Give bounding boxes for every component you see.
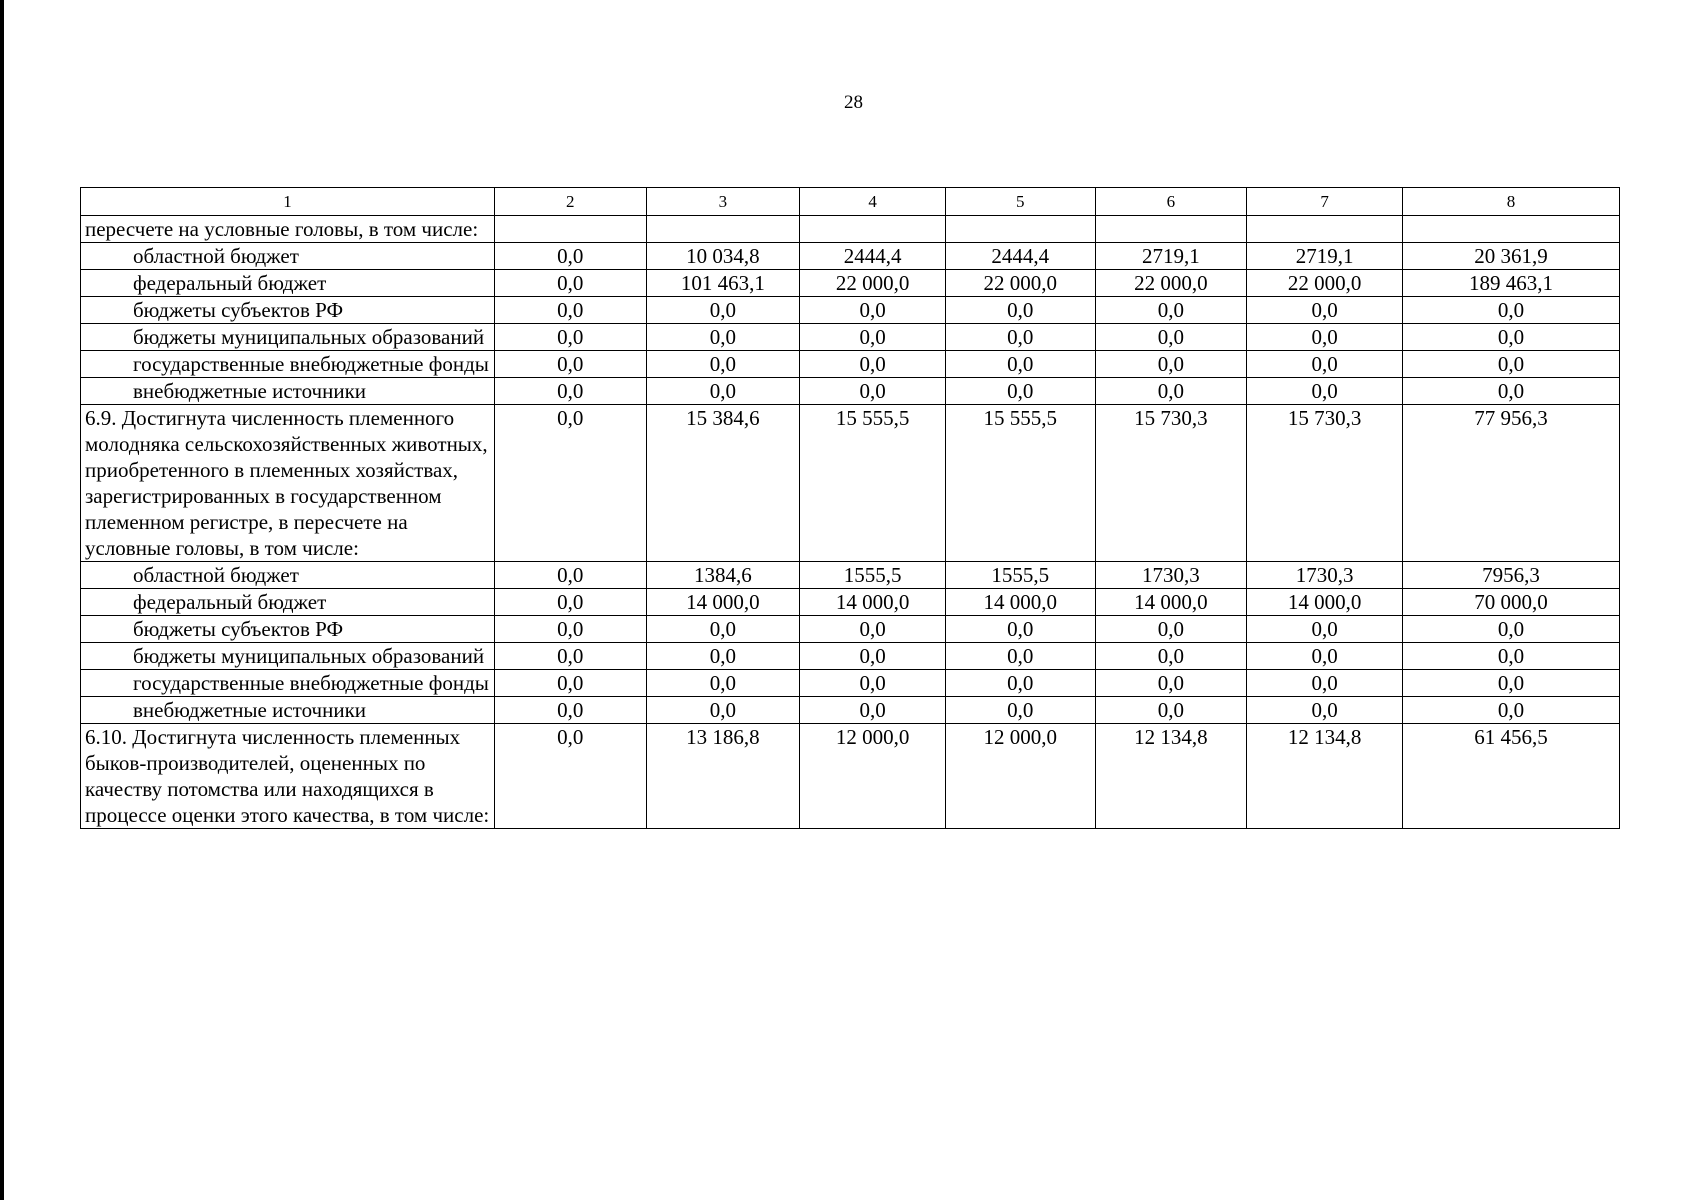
value-cell: 1555,5 [800, 562, 946, 589]
value-cell: 61 456,5 [1402, 724, 1619, 829]
value-cell: 0,0 [1402, 324, 1619, 351]
value-cell: 14 000,0 [646, 589, 800, 616]
row-label: государственные внебюджетные фонды [81, 351, 495, 378]
value-cell: 0,0 [646, 351, 800, 378]
value-cell: 15 384,6 [646, 405, 800, 562]
row-label: федеральный бюджет [81, 589, 495, 616]
value-cell: 15 555,5 [800, 405, 946, 562]
value-cell: 15 730,3 [1095, 405, 1247, 562]
table-row [81, 670, 1620, 697]
value-cell: 0,0 [800, 297, 946, 324]
table-row [81, 405, 1620, 562]
scan-left-edge [0, 0, 4, 1200]
value-cell: 0,0 [1402, 697, 1619, 724]
page-number: 28 [844, 92, 863, 113]
value-cell: 0,0 [1095, 697, 1247, 724]
table-row [81, 562, 1620, 589]
value-cell: 0,0 [494, 643, 646, 670]
value-cell: 0,0 [800, 616, 946, 643]
value-cell: 0,0 [1247, 616, 1403, 643]
value-cell: 0,0 [646, 324, 800, 351]
table-row [81, 351, 1620, 378]
value-cell: 0,0 [1095, 378, 1247, 405]
row-label: 6.10. Достигнута численность племенных быков-производителей, оцененных по качеству потомства или находящихся в процессе оценки этого качества, в том числе: [81, 724, 495, 829]
value-cell: 0,0 [1247, 643, 1403, 670]
value-cell [494, 216, 646, 243]
column-header: 7 [1247, 188, 1403, 216]
table-row [81, 216, 1620, 243]
table-row [81, 697, 1620, 724]
value-cell: 0,0 [494, 589, 646, 616]
value-cell: 1555,5 [945, 562, 1095, 589]
value-cell: 7956,3 [1402, 562, 1619, 589]
value-cell [800, 216, 946, 243]
table-row [81, 616, 1620, 643]
row-label: 6.9. Достигнута численность племенного молодняка сельскохозяйственных животных, приобретенного в племенных хозяйствах, зарегистрированных в государственном племенном регистре, в пересчете на условные головы, в том числе: [81, 405, 495, 562]
value-cell: 0,0 [945, 697, 1095, 724]
value-cell: 2444,4 [945, 243, 1095, 270]
value-cell: 0,0 [646, 670, 800, 697]
row-label: внебюджетные источники [81, 378, 495, 405]
value-cell: 0,0 [1095, 351, 1247, 378]
value-cell: 0,0 [800, 670, 946, 697]
value-cell: 70 000,0 [1402, 589, 1619, 616]
value-cell: 0,0 [1402, 351, 1619, 378]
value-cell: 0,0 [494, 378, 646, 405]
value-cell: 13 186,8 [646, 724, 800, 829]
value-cell: 1384,6 [646, 562, 800, 589]
value-cell: 0,0 [646, 697, 800, 724]
value-cell: 14 000,0 [1247, 589, 1403, 616]
value-cell: 0,0 [1247, 297, 1403, 324]
value-cell: 0,0 [494, 405, 646, 562]
value-cell: 0,0 [800, 697, 946, 724]
value-cell: 0,0 [1402, 643, 1619, 670]
value-cell: 1730,3 [1247, 562, 1403, 589]
value-cell: 0,0 [494, 670, 646, 697]
value-cell: 1730,3 [1095, 562, 1247, 589]
column-header: 8 [1402, 188, 1619, 216]
value-cell: 15 555,5 [945, 405, 1095, 562]
row-label: федеральный бюджет [81, 270, 495, 297]
value-cell: 14 000,0 [945, 589, 1095, 616]
column-number-row [81, 188, 1620, 216]
value-cell [1247, 216, 1403, 243]
value-cell: 22 000,0 [945, 270, 1095, 297]
value-cell: 0,0 [945, 643, 1095, 670]
value-cell: 15 730,3 [1247, 405, 1403, 562]
value-cell [945, 216, 1095, 243]
value-cell: 0,0 [1247, 670, 1403, 697]
value-cell: 0,0 [1402, 378, 1619, 405]
table-row [81, 724, 1620, 829]
value-cell: 77 956,3 [1402, 405, 1619, 562]
value-cell: 0,0 [800, 643, 946, 670]
value-cell: 2719,1 [1095, 243, 1247, 270]
value-cell: 0,0 [494, 351, 646, 378]
value-cell: 0,0 [646, 616, 800, 643]
value-cell: 0,0 [800, 324, 946, 351]
value-cell: 10 034,8 [646, 243, 800, 270]
value-cell: 12 000,0 [800, 724, 946, 829]
row-label: бюджеты субъектов РФ [81, 616, 495, 643]
value-cell: 0,0 [494, 324, 646, 351]
value-cell: 22 000,0 [1247, 270, 1403, 297]
value-cell: 0,0 [1247, 324, 1403, 351]
table-row [81, 243, 1620, 270]
value-cell: 0,0 [945, 616, 1095, 643]
value-cell: 12 134,8 [1247, 724, 1403, 829]
value-cell: 0,0 [800, 351, 946, 378]
row-label: государственные внебюджетные фонды [81, 670, 495, 697]
value-cell [646, 216, 800, 243]
value-cell [1402, 216, 1619, 243]
value-cell: 0,0 [1095, 670, 1247, 697]
value-cell: 0,0 [494, 297, 646, 324]
value-cell: 0,0 [1247, 697, 1403, 724]
row-label: бюджеты субъектов РФ [81, 297, 495, 324]
value-cell: 20 361,9 [1402, 243, 1619, 270]
column-header: 4 [800, 188, 946, 216]
value-cell: 0,0 [1095, 616, 1247, 643]
value-cell: 0,0 [494, 724, 646, 829]
budget-table [80, 187, 1620, 829]
value-cell: 0,0 [945, 670, 1095, 697]
value-cell: 0,0 [1095, 643, 1247, 670]
table-row [81, 270, 1620, 297]
value-cell: 0,0 [1095, 324, 1247, 351]
value-cell: 0,0 [945, 324, 1095, 351]
value-cell: 22 000,0 [1095, 270, 1247, 297]
row-label: областной бюджет [81, 562, 495, 589]
value-cell: 0,0 [646, 297, 800, 324]
value-cell: 0,0 [494, 243, 646, 270]
value-cell: 0,0 [494, 616, 646, 643]
table-row [81, 324, 1620, 351]
value-cell: 0,0 [945, 297, 1095, 324]
column-header: 3 [646, 188, 800, 216]
value-cell: 14 000,0 [1095, 589, 1247, 616]
value-cell: 0,0 [1402, 297, 1619, 324]
value-cell: 189 463,1 [1402, 270, 1619, 297]
value-cell: 0,0 [494, 697, 646, 724]
value-cell: 0,0 [494, 270, 646, 297]
row-label: внебюджетные источники [81, 697, 495, 724]
value-cell: 0,0 [494, 562, 646, 589]
row-label: бюджеты муниципальных образований [81, 643, 495, 670]
value-cell: 0,0 [1095, 297, 1247, 324]
table-body [81, 216, 1620, 829]
value-cell: 0,0 [945, 351, 1095, 378]
value-cell: 0,0 [1247, 378, 1403, 405]
value-cell: 0,0 [945, 378, 1095, 405]
row-label: областной бюджет [81, 243, 495, 270]
table-row [81, 297, 1620, 324]
value-cell: 0,0 [800, 378, 946, 405]
table-row [81, 378, 1620, 405]
value-cell: 101 463,1 [646, 270, 800, 297]
column-header: 5 [945, 188, 1095, 216]
value-cell: 0,0 [1402, 616, 1619, 643]
value-cell [1095, 216, 1247, 243]
value-cell: 22 000,0 [800, 270, 946, 297]
value-cell: 0,0 [1402, 670, 1619, 697]
table-row [81, 589, 1620, 616]
table-row [81, 643, 1620, 670]
column-header: 2 [494, 188, 646, 216]
value-cell: 12 000,0 [945, 724, 1095, 829]
row-label: пересчете на условные головы, в том числе: [81, 216, 495, 243]
value-cell: 2719,1 [1247, 243, 1403, 270]
value-cell: 2444,4 [800, 243, 946, 270]
value-cell: 14 000,0 [800, 589, 946, 616]
value-cell: 0,0 [1247, 351, 1403, 378]
value-cell: 0,0 [646, 643, 800, 670]
value-cell: 12 134,8 [1095, 724, 1247, 829]
column-header: 6 [1095, 188, 1247, 216]
column-header: 1 [81, 188, 495, 216]
value-cell: 0,0 [646, 378, 800, 405]
row-label: бюджеты муниципальных образований [81, 324, 495, 351]
